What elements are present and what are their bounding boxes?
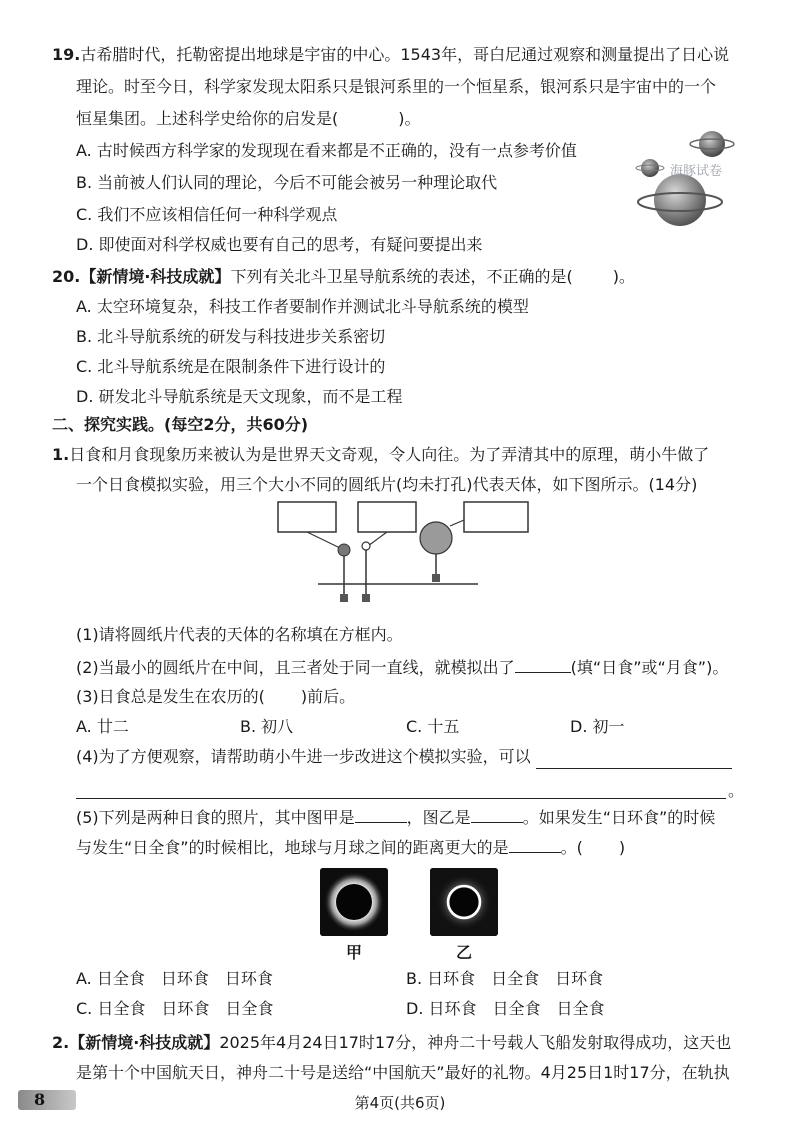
p1-text: (填“日食”或“月食”)。: [570, 658, 729, 677]
photo-label-yi: 乙: [456, 943, 473, 962]
answer-box-2: [358, 502, 416, 532]
q19-line-3: [76, 108, 421, 130]
answer-blank[interactable]: [515, 656, 571, 673]
p1-sub-3: [76, 686, 355, 708]
p1-text: ): [618, 838, 626, 857]
p1-text: (3)日食总是发生在农历的(: [76, 687, 265, 706]
q20-option-a: A. 太空环境复杂，科技工作者要制作并测试北斗导航系统的模型: [76, 297, 529, 316]
answer-box-1: [278, 502, 336, 532]
p1-s5-option-d: D. 日环食 日全食 日全食: [406, 999, 605, 1018]
p1-s3-option-d: D. 初一: [570, 717, 625, 736]
eclipse-experiment-diagram: [270, 498, 532, 610]
p1-sub-4: [76, 746, 531, 768]
section-title: 二、探究实践。(每空2分，共60分): [52, 415, 309, 434]
p1-s3-option-c: C. 十五: [406, 717, 460, 736]
question-number: 20.: [52, 267, 81, 286]
answer-box-3: [464, 502, 528, 532]
q19-text: 古希腊时代，托勒密提出地球是宇宙的中心。1543年，哥白尼通过观察和测量提出了日心说: [80, 45, 730, 64]
photo-label-jia: 甲: [346, 943, 363, 962]
q19-option-c: C. 我们不应该相信任何一种科学观点: [76, 205, 338, 224]
answer-blank[interactable]: [509, 836, 561, 853]
p1-s5-option-b: B. 日环食 日全食 日环食: [406, 969, 604, 988]
q20-text: )。: [612, 267, 635, 286]
q19-option-b: B. 当前被人们认同的理论，今后不可能会被另一种理论取代: [76, 173, 498, 192]
question-number: 2.: [52, 1033, 70, 1052]
p2-line-2: 是第十个中国航天日，神舟二十号是送给“中国航天”最好的礼物。4月25日1时17分，在轨执: [76, 1063, 730, 1082]
p1-line-1: [52, 444, 709, 466]
p1-text: 与发生“日全食”的时候相比，地球与月球之间的距离更大的是: [76, 838, 509, 857]
p2-line-1: [52, 1032, 731, 1054]
watermark: 海豚试卷: [670, 164, 723, 179]
p2-text: 2025年4月24日17时17分，神舟二十号载人飞船发射取得成功，这天也: [219, 1033, 732, 1052]
question-tag: 【新情境·科技成就】: [69, 1033, 220, 1052]
photo-total-eclipse: [320, 868, 388, 936]
p1-sub-5-line-2: [76, 836, 625, 859]
p1-text: 。如果发生“日环食”的时候: [522, 808, 716, 827]
p1-sub-1: (1)请将圆纸片代表的天体的名称填在方框内。: [76, 625, 403, 644]
p1-text: 日食和月食现象历来被认为是世界天文奇观，令人向往。为了弄清其中的原理，萌小牛做了: [69, 445, 710, 464]
q19-text: 恒星集团。上述科学史给你的启发是(: [76, 109, 339, 128]
page-badge: 8: [18, 1090, 76, 1110]
question-number: 1.: [52, 445, 70, 464]
p1-sub-5-line-1: [76, 806, 715, 829]
answer-blank[interactable]: [471, 806, 523, 823]
p1-text: ，图乙是: [406, 808, 471, 827]
q20-option-d: D. 研发北斗导航系统是天文现象，而不是工程: [76, 387, 403, 406]
answer-blank[interactable]: [76, 782, 726, 799]
p1-text: (2)当最小的圆纸片在中间，且三者处于同一直线，就模拟出了: [76, 658, 515, 677]
p1-sub-2: [76, 656, 728, 679]
q20-line-1: [52, 266, 635, 288]
answer-blank[interactable]: [536, 752, 732, 769]
q19-line-2: 理论。时至今日，科学家发现太阳系只是银河系里的一个恒星系，银河系只是宇宙中的一个: [76, 77, 717, 96]
q20-option-b: B. 北斗导航系统的研发与科技进步关系密切: [76, 327, 386, 346]
page-footer: 第4页(共6页): [354, 1094, 446, 1112]
p1-s3-option-a: A. 廿二: [76, 717, 129, 736]
p1-text: (4)为了方便观察，请帮助萌小牛进一步改进这个模拟实验，可以: [76, 747, 531, 766]
photo-annular-eclipse: [430, 868, 498, 936]
p1-text: )前后。: [300, 687, 356, 706]
p1-s3-option-b: B. 初八: [240, 717, 294, 736]
q19-text: )。: [398, 109, 421, 128]
p1-s5-option-c: C. 日全食 日环食 日全食: [76, 999, 274, 1018]
p1-line-2: 一个日食模拟实验，用三个大小不同的圆纸片(均未打孔)代表天体，如下图所示。(14分): [76, 475, 698, 494]
p1-s5-option-a: A. 日全食 日环食 日环食: [76, 969, 273, 988]
q19-option-a: A. 古时候西方科学家的发现现在看来都是不正确的，没有一点参考价值: [76, 141, 577, 160]
question-number: 19.: [52, 45, 81, 64]
answer-blank[interactable]: [355, 806, 407, 823]
p1-text: 。(: [560, 838, 583, 857]
question-tag: 【新情境·科技成就】: [80, 267, 231, 286]
q19-option-d: D. 即使面对科学权威也要有自己的思考，有疑问要提出来: [76, 235, 483, 254]
q20-option-c: C. 北斗导航系统是在限制条件下进行设计的: [76, 357, 386, 376]
p1-sub-4-end: 。: [728, 781, 745, 800]
q20-text: 下列有关北斗卫星导航系统的表述，不正确的是(: [230, 267, 573, 286]
p1-text: (5)下列是两种日食的照片，其中图甲是: [76, 808, 355, 827]
q19-line-1: [52, 44, 729, 66]
